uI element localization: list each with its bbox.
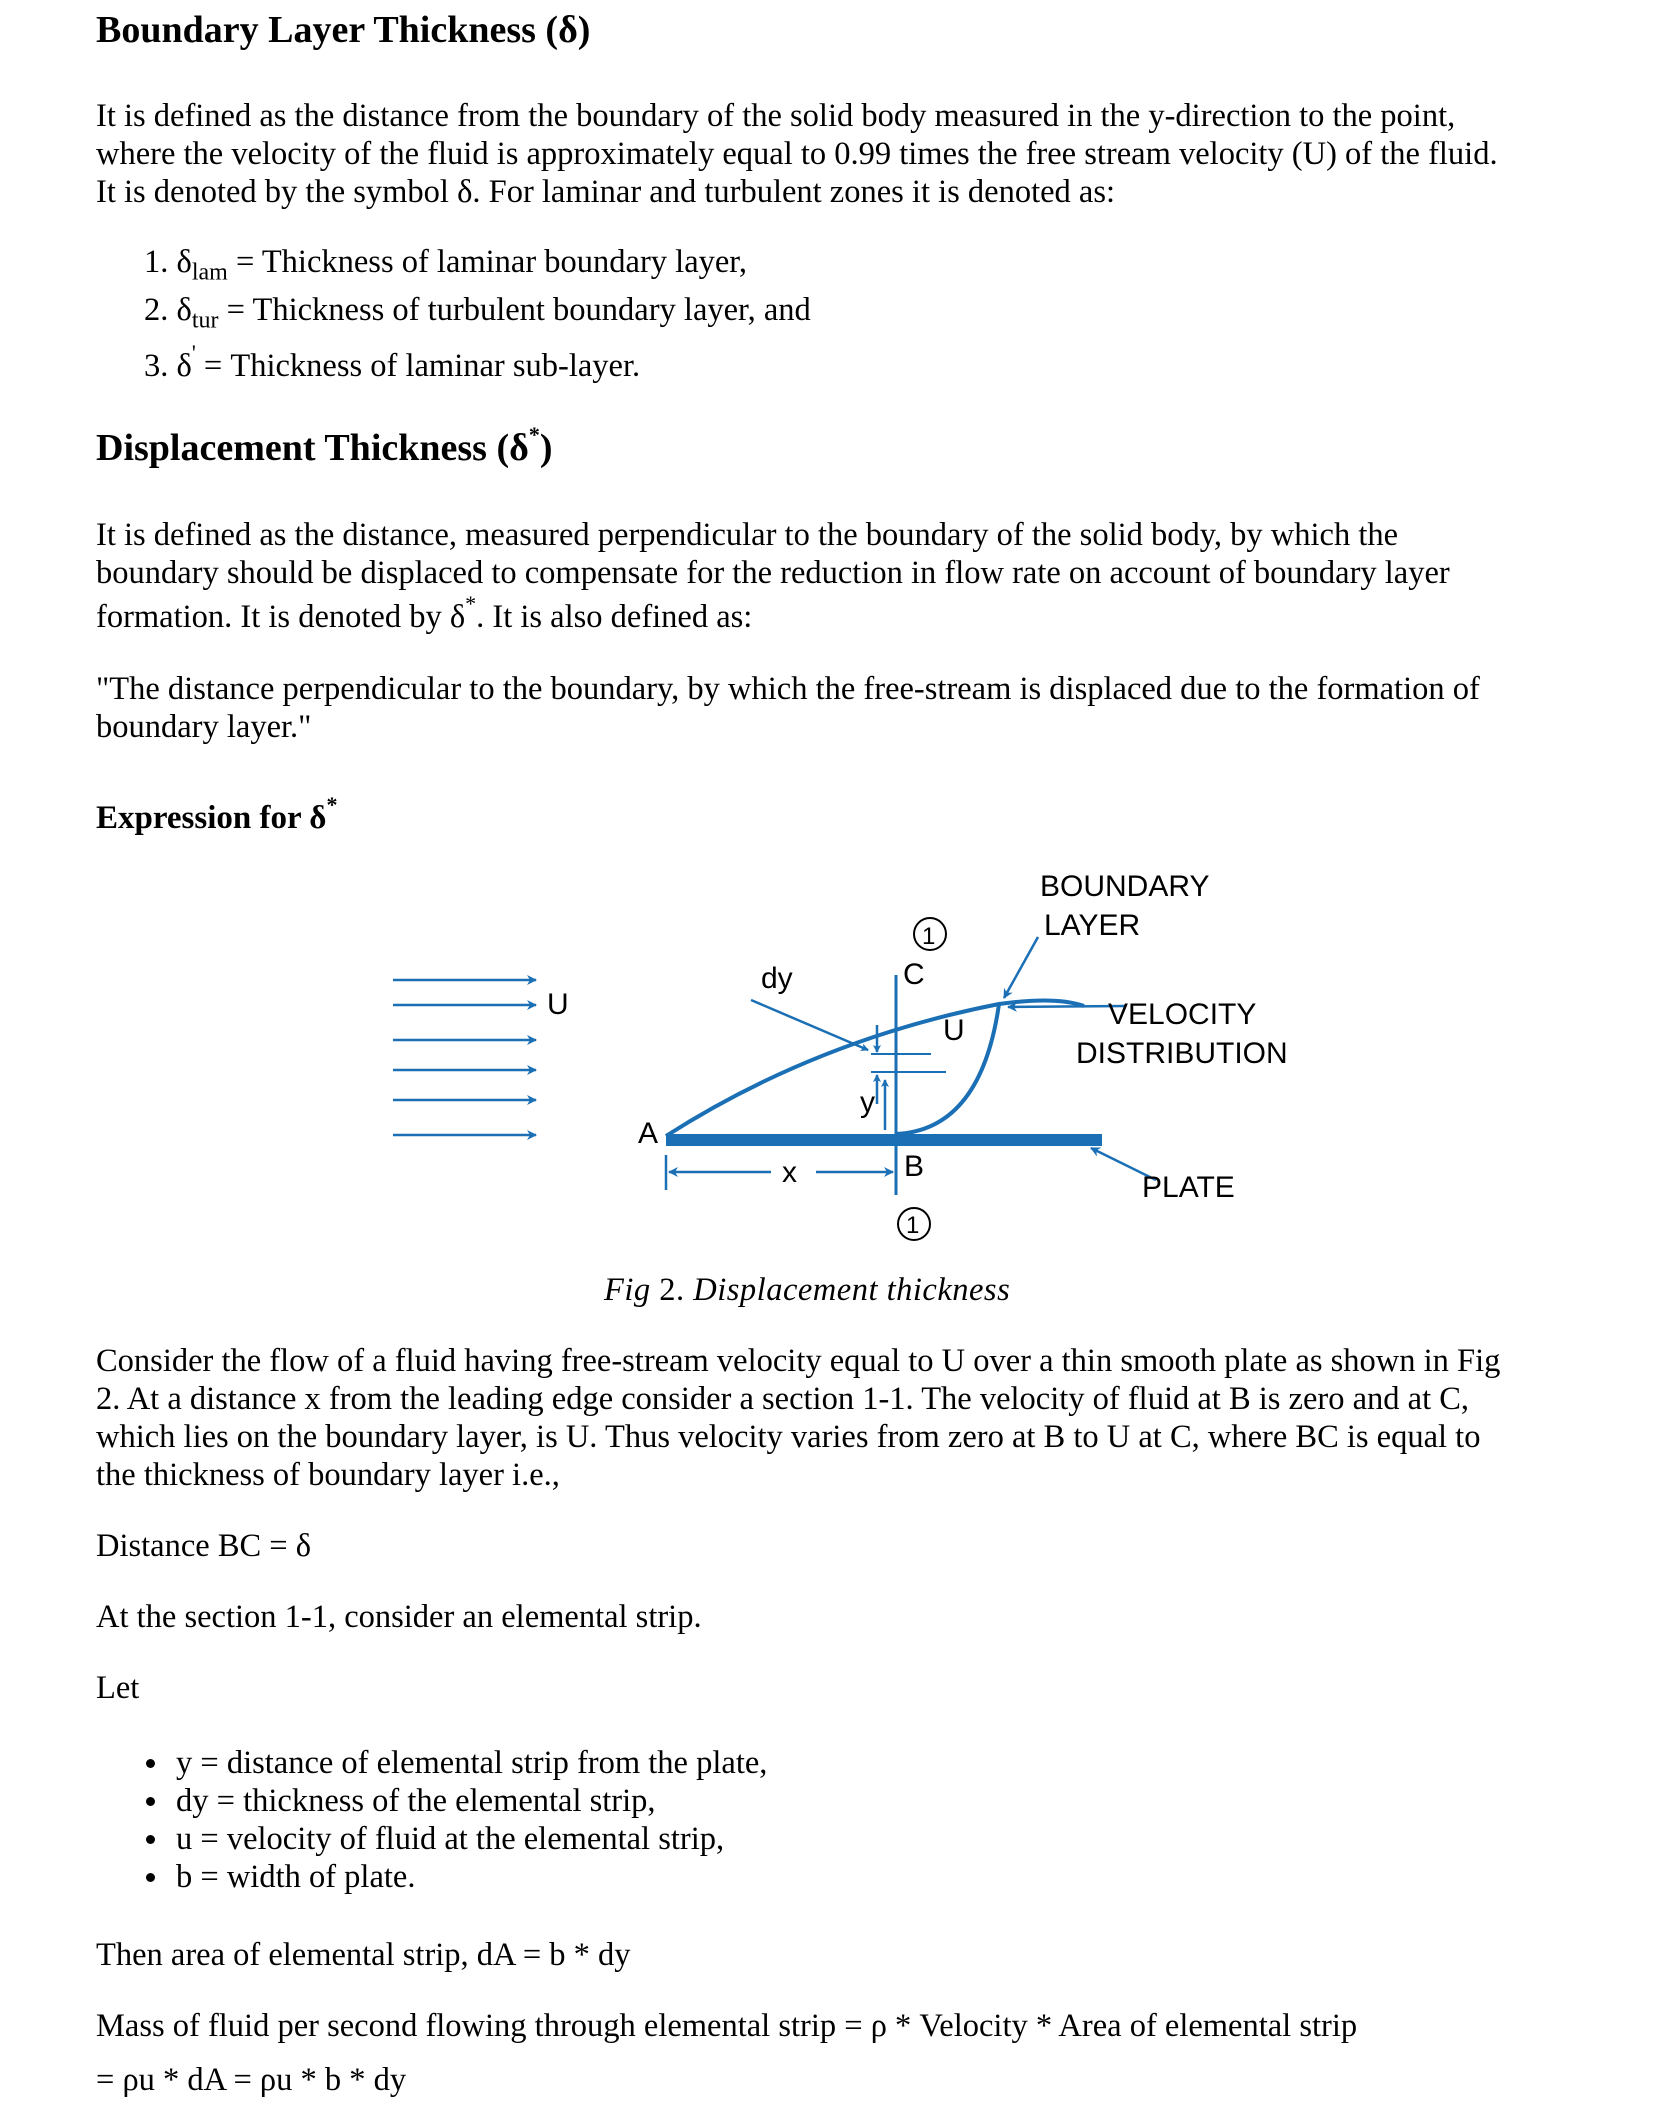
displacement-thickness-figure (96, 0, 1576, 1260)
paragraph-line: which lies on the boundary layer, is U. Thus velocity varies from zero at B to U at C, where BC is equal to (96, 1419, 1481, 1455)
label-x: x (782, 1156, 797, 1189)
label-U-profile: U (943, 1014, 965, 1047)
list-item: u = velocity of fluid at the elemental strip, (144, 1820, 767, 1858)
paragraph-line: where the velocity of the fluid is approximately equal to 0.99 times the free stream velocity (U) of the fluid. (96, 136, 1498, 172)
label-U-stream: U (547, 988, 569, 1021)
list-item: y = distance of elemental strip from the plate, (144, 1744, 767, 1782)
free-stream-arrows (393, 980, 536, 1135)
list-item: 3. δ' = Thickness of laminar sub-layer. (144, 340, 641, 384)
boundary-pointer (1004, 937, 1038, 998)
distance-line: Distance BC = δ (96, 1528, 312, 1564)
list-item: b = width of plate. (144, 1858, 767, 1896)
dy-pointer (751, 1000, 868, 1050)
heading-displacement-thickness: Displacement Thickness (δ*) (96, 422, 553, 469)
label-C: C (903, 958, 925, 991)
list-item: 1. $\delta_{lam}$ = Thickness of laminar boundary layer, (144, 244, 747, 286)
list-item: dy = thickness of the elemental strip, (144, 1782, 767, 1820)
section-line-text: At the section 1-1, consider an elemental strip. (96, 1599, 702, 1635)
mass-line: Mass of fluid per second flowing through elemental strip = ρ * Velocity * Area of elemental strip (96, 2008, 1358, 2044)
variable-list (144, 1744, 767, 1896)
label-section-bottom: 1 (906, 1212, 920, 1239)
paragraph-line: It is denoted by the symbol δ. For laminar and turbulent zones it is denoted as: (96, 174, 1116, 210)
label-velocity-2: DISTRIBUTION (1076, 1037, 1288, 1070)
figure-caption: Fig 2. Displacement thickness (604, 1272, 1011, 1308)
label-boundary-1: BOUNDARY (1040, 870, 1210, 903)
label-A: A (638, 1117, 659, 1150)
paragraph-line: formation. It is denoted by δ*. It is also defined as: (96, 591, 753, 635)
label-velocity-1: VELOCITY (1108, 998, 1257, 1031)
label-B: B (904, 1150, 925, 1183)
label-dy: dy (761, 962, 793, 995)
quote-line: boundary layer." (96, 709, 312, 745)
paragraph-line: It is defined as the distance, measured perpendicular to the boundary of the solid body, by which the (96, 517, 1399, 553)
let-line: Let (96, 1670, 140, 1706)
label-plate: PLATE (1142, 1171, 1235, 1204)
equation-line: = ρu * dA = ρu * b * dy (96, 2062, 407, 2098)
heading-boundary-layer-thickness: Boundary Layer Thickness (δ) (96, 9, 591, 51)
paragraph-line: It is defined as the distance from the boundary of the solid body measured in the y-direction to the point, (96, 98, 1456, 134)
boundary-layer-curve (666, 1000, 1084, 1136)
quote-line: "The distance perpendicular to the boundary, by which the free-stream is displaced due to the formation of (96, 671, 1480, 707)
paragraph-line: 2. At a distance x from the leading edge consider a section 1-1. The velocity of fluid at B is zero and at C, (96, 1381, 1470, 1417)
paragraph-line: boundary should be displaced to compensate for the reduction in flow rate on account of boundary layer (96, 555, 1450, 591)
area-line: Then area of elemental strip, dA = b * dy (96, 1937, 631, 1973)
heading-expression: Expression for δ* (96, 792, 338, 836)
label-section-top: 1 (922, 923, 936, 950)
paragraph-line: Consider the flow of a fluid having free-stream velocity equal to U over a thin smooth plate as shown in Fig (96, 1343, 1501, 1379)
label-y: y (860, 1086, 875, 1119)
paragraph-line: the thickness of boundary layer i.e., (96, 1457, 560, 1493)
list-item: 2. $\delta_{tur}$ = Thickness of turbulent boundary layer, and (144, 292, 811, 334)
label-boundary-2: LAYER (1044, 909, 1141, 942)
